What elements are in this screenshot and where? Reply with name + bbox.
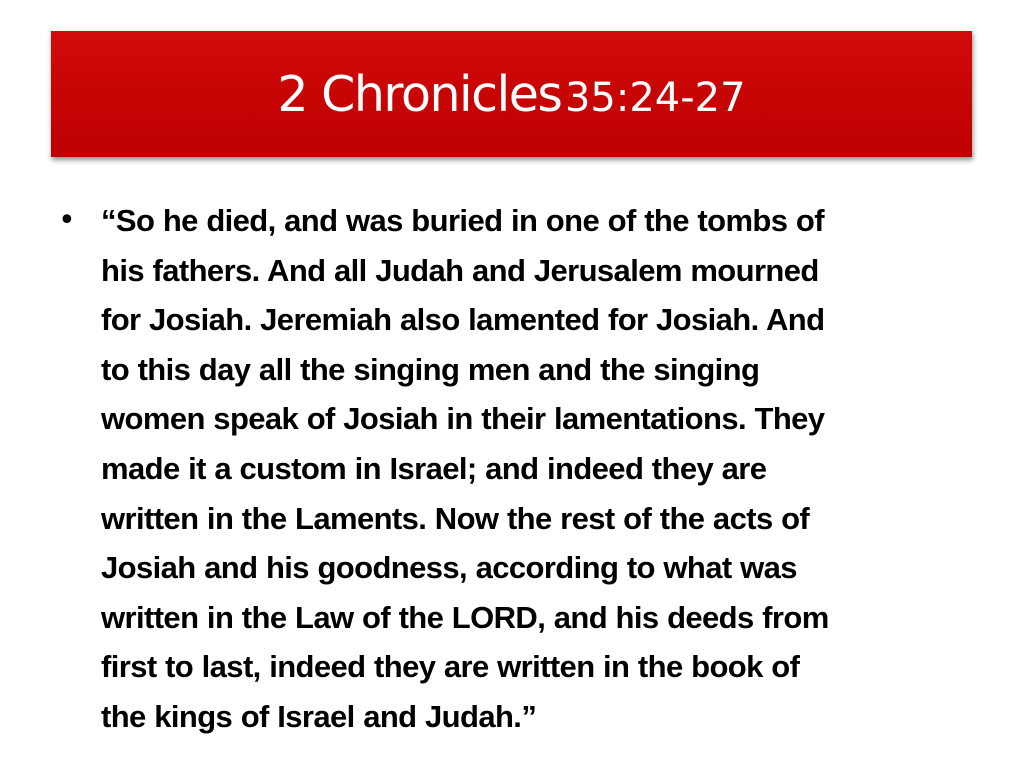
quote-line: written in the Laments. Now the rest of the acts of	[101, 500, 810, 536]
slide-title-book: 2 Chronicles	[277, 65, 562, 123]
quote-line: women speak of Josiah in their lamentations. They	[101, 401, 825, 437]
quote-line: Josiah and his goodness, according to what was	[101, 550, 797, 586]
quote-line: his fathers. And all Judah and Jerusalem mourned	[101, 252, 819, 288]
bullet-dot-icon: •	[58, 203, 76, 238]
title-banner	[51, 31, 972, 157]
quote-line: for Josiah. Jeremiah also lamented for Josiah. And	[101, 302, 825, 338]
scripture-quote	[101, 196, 988, 742]
slide-body	[58, 196, 988, 742]
slide-title	[277, 65, 746, 123]
quote-line: written in the Law of the LORD, and his deeds from	[101, 599, 829, 635]
quote-line: “So he died, and was buried in one of the tombs of	[101, 203, 824, 238]
slide-title-reference: 35:24-27	[564, 74, 746, 121]
quote-line: made it a custom in Israel; and indeed they are	[101, 450, 767, 486]
bullet-item	[58, 196, 988, 742]
quote-line: first to last, indeed they are written in the book of	[101, 649, 800, 685]
quote-line: the kings of Israel and Judah.”	[101, 698, 537, 734]
quote-line: to this day all the singing men and the singing	[101, 351, 760, 387]
